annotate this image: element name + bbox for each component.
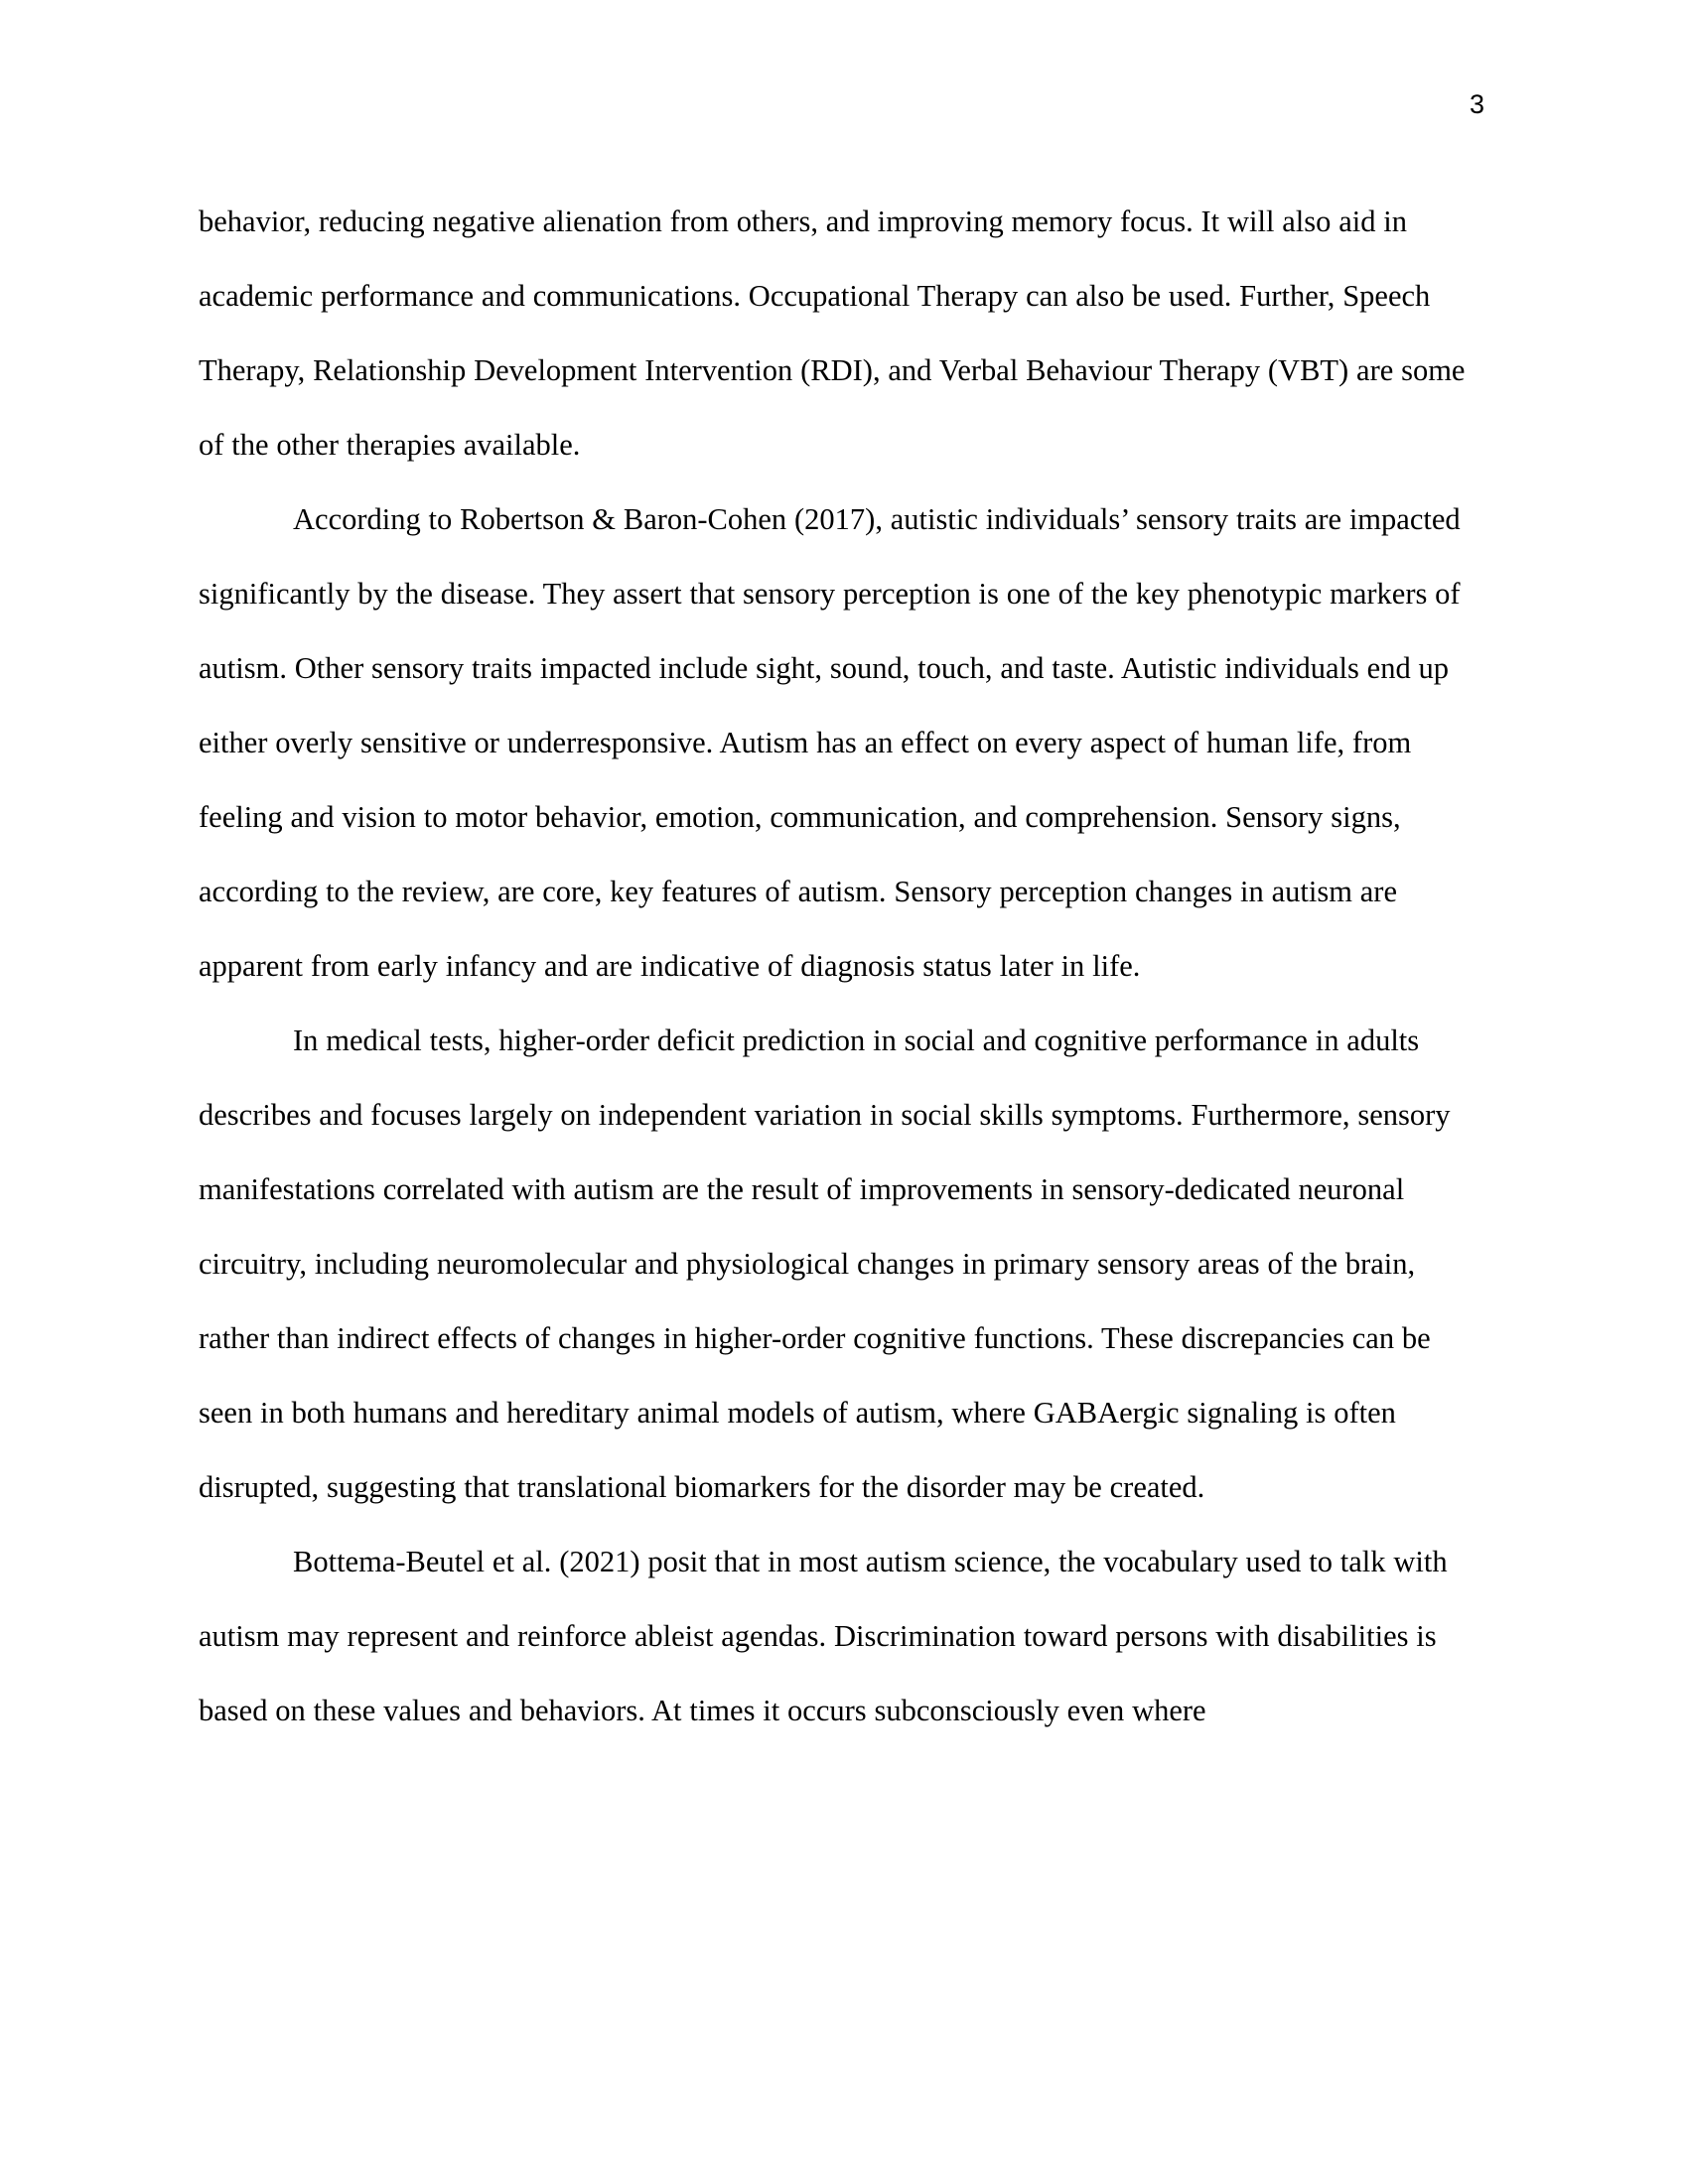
page-header — [199, 91, 1484, 131]
paragraph-medical-tests: In medical tests, higher-order deficit prediction in social and cognitive performance in adults describes and focuses largely on independent variation in social skills symptoms. Furthermore, sensory manifestations correlated with autism are the result of improvements in sensory-dedicated neuronal circuitry, including neuromolecular and physiological changes in primary sensory areas of the brain, rather than indirect effects of changes in higher-order cognitive functions. These discrepancies can be seen in both humans and hereditary animal models of autism, where GABAergic signaling is often disrupted, suggesting that translational biomarkers for the disorder may be created. — [199, 1024, 1451, 1504]
paragraph-bottema-beutel: Bottema-Beutel et al. (2021) posit that in most autism science, the vocabulary used to talk with autism may represent and reinforce ableist agendas. Discrimination toward persons with disabilities is based on these values and behaviors. At times it occurs subconsciously even where — [199, 1545, 1448, 1727]
paragraph-continued-therapies: behavior, reducing negative alienation from others, and improving memory focus. It will also aid in academic performance and communications. Occupational Therapy can also be used. Further, Speech Therapy, Relationship Development Intervention (RDI), and Verbal Behaviour Therapy (VBT) are some of the other therapies available. — [199, 205, 1466, 462]
page-number: 3 — [1469, 89, 1484, 119]
paragraph-robertson-baron-cohen: According to Robertson & Baron-Cohen (2017), autistic individuals’ sensory traits are impacted significantly by the disease. They assert that sensory perception is one of the key phenotypic markers of autism. Other sensory traits impacted include sight, sound, touch, and taste. Autistic individuals end up either overly sensitive or underresponsive. Autism has an effect on every aspect of human life, from feeling and vision to motor behavior, emotion, communication, and comprehension. Sensory signs, according to the review, are core, key features of autism. Sensory perception changes in autism are apparent from early infancy and are indicative of diagnosis status later in life. — [199, 502, 1461, 983]
document-body — [199, 185, 1485, 1748]
